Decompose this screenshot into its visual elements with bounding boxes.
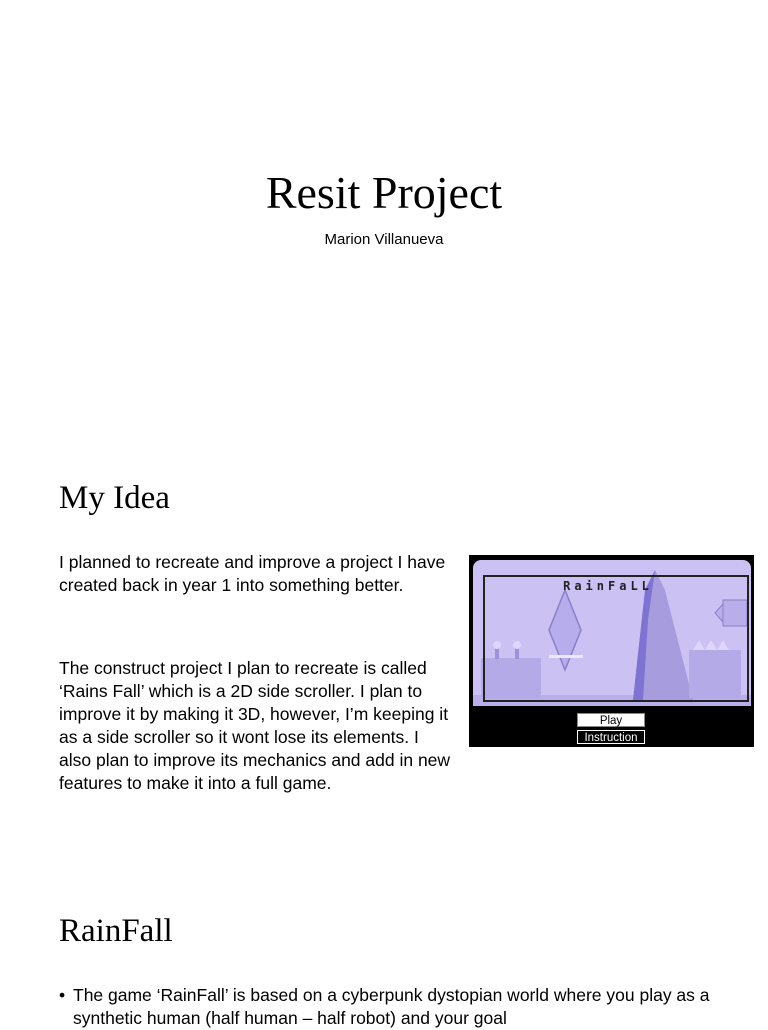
page-title: Resit Project [265,167,503,218]
section-heading-rainfall: RainFall [59,913,173,949]
bullet-item [59,984,733,1030]
game-screenshot [469,555,754,747]
section-heading-my-idea: My Idea [59,480,170,516]
game-instruction-button: Instruction [577,730,645,744]
idea-paragraph-1: I planned to recreate and improve a project I have created back in year 1 into something better. [59,552,446,595]
author-name: Marion Villanueva [324,231,444,248]
idea-paragraph-2: The construct project I plan to recreate is called ‘Rains Fall’ which is a 2D side scroller. I plan to improve it by making it 3D, however, I’m keeping it as a side scroller so it wont lose its elements. I also plan to improve its mechanics and add in new features to make it into a full game. [59,658,451,793]
game-play-button: Play [577,713,645,727]
game-scene [473,560,751,706]
bullet-item-text: The game ‘RainFall’ is based on a cyberpunk dystopian world where you play as a synthetic human (half human – half robot) and your goal [73,985,710,1028]
game-title-text: RainFaLL [563,579,653,593]
bullet-dot-icon: • [59,985,66,1005]
game-frame [483,575,749,702]
